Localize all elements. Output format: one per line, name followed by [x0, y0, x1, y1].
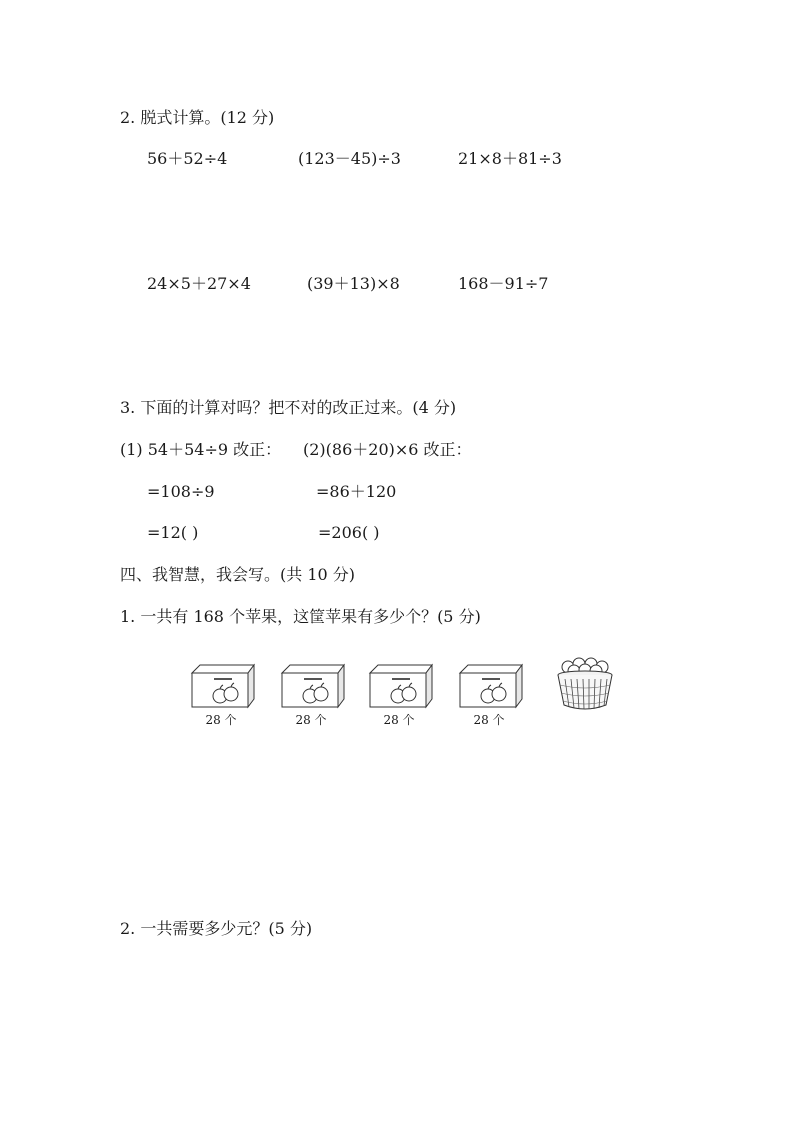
problem-4-1-text: 1. 一共有 168 个苹果，这筐苹果有多少个？(5 分)	[120, 607, 481, 626]
problem-2-step-2: =206( )	[318, 523, 380, 542]
apple-box-icon	[458, 659, 524, 715]
section-3-heading: 3. 下面的计算对吗？把不对的改正过来。(4 分)	[120, 398, 457, 417]
apple-box-icon	[368, 659, 434, 715]
apple-basket-icon	[554, 655, 616, 713]
apple-boxes-illustration	[188, 655, 628, 735]
expression-6: 168－91÷7	[458, 274, 549, 293]
apple-box-icon	[280, 659, 346, 715]
box-4-label: 28 个	[473, 713, 505, 727]
section-4-heading: 四、我智慧，我会写。(共 10 分)	[120, 565, 356, 584]
box-3-label: 28 个	[383, 713, 415, 727]
section-2-heading: 2. 脱式计算。(12 分)	[120, 108, 275, 127]
expression-4: 24×5＋27×4	[147, 274, 251, 293]
expression-3: 21×8＋81÷3	[458, 149, 562, 168]
problem-2-expression: (2)(86＋20)×6 改正：	[303, 440, 472, 459]
problem-2-step-1: =86＋120	[316, 482, 397, 501]
problem-1-expression: (1) 54＋54÷9 改正：	[120, 440, 282, 459]
expression-5: (39＋13)×8	[307, 274, 400, 293]
box-2-label: 28 个	[295, 713, 327, 727]
problem-4-2-text: 2. 一共需要多少元？(5 分)	[120, 919, 313, 938]
apple-box-icon	[190, 659, 256, 715]
expression-2: (123－45)÷3	[298, 149, 401, 168]
problem-1-step-2: =12( )	[147, 523, 199, 542]
box-1-label: 28 个	[205, 713, 237, 727]
problem-1-step-1: =108÷9	[147, 482, 215, 501]
expression-1: 56＋52÷4	[147, 149, 228, 168]
